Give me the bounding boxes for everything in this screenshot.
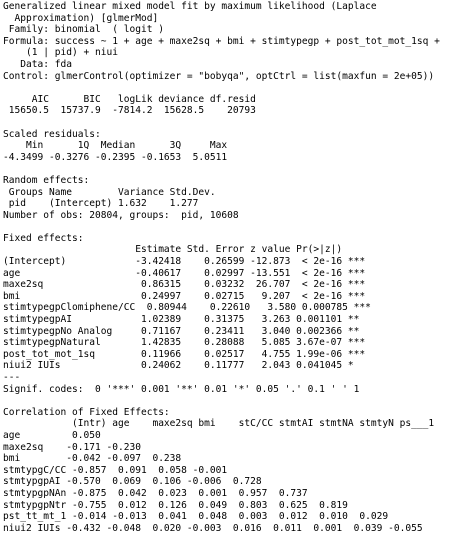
console-line: Scaled residuals: bbox=[3, 128, 101, 140]
console-line: Number of obs: 20804, groups: pid, 10608 bbox=[3, 209, 239, 221]
console-line: niui2 IUIs 0.24062 0.11777 2.043 0.041045 * bbox=[3, 360, 354, 372]
console-line: bmi -0.042 -0.097 0.238 bbox=[3, 453, 182, 465]
console-line bbox=[3, 163, 474, 175]
console-line bbox=[3, 221, 474, 233]
console-line: Min 1Q Median 3Q Max bbox=[3, 140, 228, 152]
console-line: age 0.050 bbox=[3, 429, 101, 441]
console-line: (Intr) age maxe2sq bmi stC/CC stmtAI stmtNA stmtyN ps___1 bbox=[3, 418, 435, 430]
console-line: Control: glmerControl(optimizer = "bobyqa", optCtrl = list(maxfun = 2e+05)) bbox=[3, 70, 435, 82]
console-line: stmtypgpAI -0.570 0.069 0.106 -0.006 0.728 bbox=[3, 476, 262, 488]
console-line: stimtypegpClomiphene/CC 0.80944 0.22610 3.580 0.000785 *** bbox=[3, 302, 371, 314]
console-line: pid (Intercept) 1.632 1.277 bbox=[3, 198, 199, 210]
console-line: Fixed effects: bbox=[3, 232, 84, 244]
console-line: bmi 0.24997 0.02715 9.207 < 2e-16 *** bbox=[3, 290, 366, 302]
console-line: Generalized linear mixed model fit by maximum likelihood (Laplace bbox=[3, 1, 377, 12]
console-line: Formula: success ~ 1 + age + maxe2sq + bmi + stimtypegp + post_tot_mot_1sq + bbox=[3, 35, 440, 47]
console-line: -4.3499 -0.3276 -0.2395 -0.1653 5.0511 bbox=[3, 151, 228, 163]
console-line: AIC BIC logLik deviance df.resid bbox=[3, 93, 256, 105]
console-line: maxe2sq 0.86315 0.03232 26.707 < 2e-16 *** bbox=[3, 279, 366, 291]
console-line: stimtypegpAI 1.02389 0.31375 3.263 0.001101 ** bbox=[3, 314, 360, 326]
console-line: stimtypegpNo Analog 0.71167 0.23411 3.040 0.002366 ** bbox=[3, 325, 360, 337]
console-line: Approximation) [glmerMod] bbox=[3, 12, 159, 24]
console-line: 15650.5 15737.9 -7814.2 15628.5 20793 bbox=[3, 105, 256, 117]
console-line: stmtypgC/CC -0.857 0.091 0.058 -0.001 bbox=[3, 464, 228, 476]
console-line: post_tot_mot_1sq 0.11966 0.02517 4.755 1.99e-06 *** bbox=[3, 348, 366, 360]
console-line: Data: fda bbox=[3, 58, 72, 70]
console-line: maxe2sq -0.171 -0.230 bbox=[3, 441, 141, 453]
console-line: stmtypgpNAn -0.875 0.042 0.023 0.001 0.957 0.737 bbox=[3, 487, 308, 499]
console-line: Random effects: bbox=[3, 174, 90, 186]
console-line: stimtypegpNatural 1.42835 0.28088 5.085 3.67e-07 *** bbox=[3, 337, 366, 349]
console-line: age -0.40617 0.02997 -13.551 < 2e-16 *** bbox=[3, 267, 366, 279]
console-line: (1 | pid) + niui bbox=[3, 47, 118, 59]
console-line: stmtypgpNtr -0.755 0.012 0.126 0.049 0.803 0.625 0.819 bbox=[3, 499, 348, 511]
console-line bbox=[3, 117, 474, 129]
console-line: Signif. codes: 0 '***' 0.001 '**' 0.01 '*' 0.05 '.' 0.1 ' ' 1 bbox=[3, 383, 360, 395]
console-line: niui2 IUIs -0.432 -0.048 0.020 -0.003 0.016 0.011 0.001 0.039 -0.055 bbox=[3, 522, 423, 534]
console-line: Correlation of Fixed Effects: bbox=[3, 406, 170, 418]
console-line: --- bbox=[3, 372, 21, 383]
console-line: Family: binomial ( logit ) bbox=[3, 24, 164, 36]
console-line: Estimate Std. Error z value Pr(>|z|) bbox=[3, 244, 343, 256]
console-line bbox=[3, 82, 474, 94]
console-line: Groups Name Variance Std.Dev. bbox=[3, 186, 216, 198]
console-line: (Intercept) -3.42418 0.26599 -12.873 < 2e-16 *** bbox=[3, 256, 366, 268]
console-line: pst_tt_mt_1 -0.014 -0.013 0.041 0.048 0.003 0.012 0.010 0.029 bbox=[3, 511, 389, 523]
console-line bbox=[3, 395, 474, 407]
